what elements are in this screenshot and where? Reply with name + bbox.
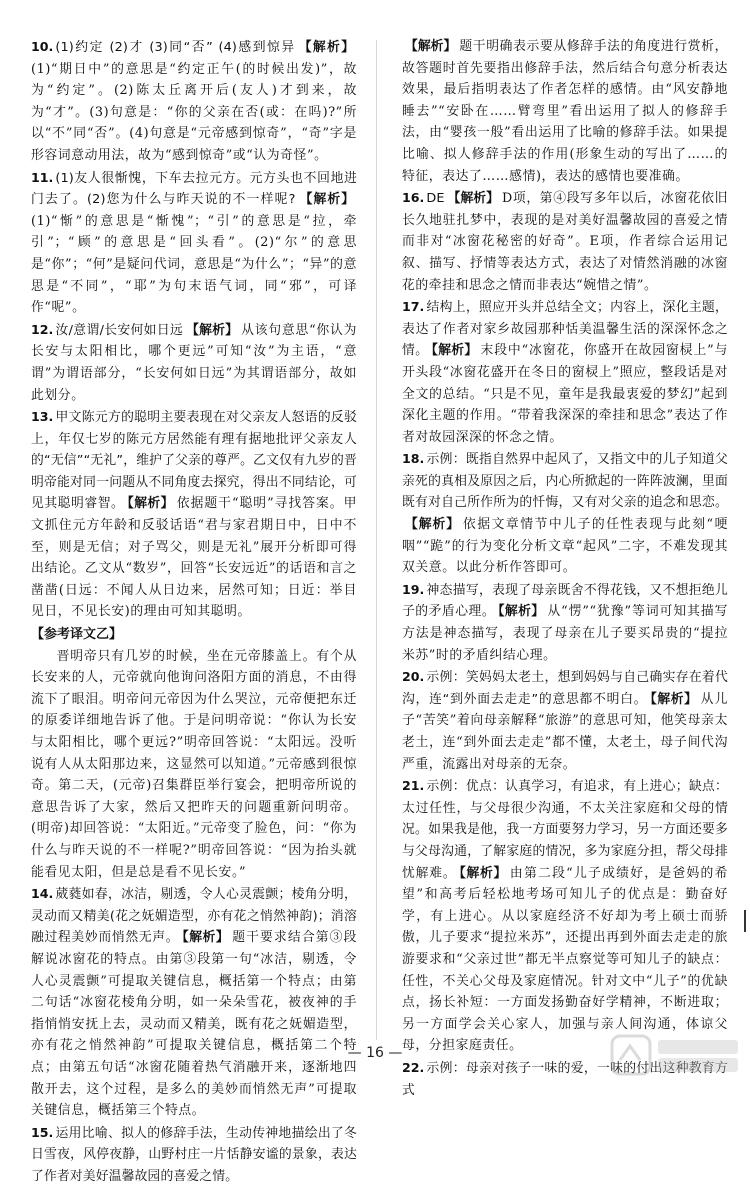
analysis-tag: 【解析】	[298, 40, 355, 55]
question-number: 16.	[402, 190, 425, 206]
margin-mark	[744, 910, 746, 932]
question-19	[402, 579, 728, 666]
analysis-text: 从“愣”“犹豫”等词可知其描写方法是神态描写，表现了母亲在儿子要买昂贵的“提拉米苏”时的矛盾纠结心理。	[402, 604, 728, 663]
answer-text: 葳蕤如春，冰洁，剔透，令人心灵震颤；棱角分明，灵动而又精美(花之妩媚造型，亦有花之悄然神韵)；消溶融过程美妙而悄然无声。	[31, 887, 357, 946]
answer-text: 运用比喻、拟人的修辞手法，生动传神地描绘出了冬日雪夜，风停夜静，山野村庄一片恬静安谧的景象，表达了作者对美好温馨故园的喜爱之情。	[31, 1125, 357, 1184]
question-number: 14.	[31, 886, 54, 902]
analysis-text: 依据文章情节中儿子的任性表现与此刻“哽咽”“跪”的行为变化分析文章“起风”二字，不难发现其双关意。以此分析作答即可。	[402, 517, 728, 576]
question-13	[31, 406, 357, 623]
answer-text: 示例：优点：认真学习，有追求，有上进心；缺点：太过任性，与父母很少沟通，不太关注家庭和父母的情况。如果我是他，我一方面要努力学习，另一方面还要多与父母沟通，了解家庭的情况，多为家庭分担，帮父母排忧解难。	[402, 779, 728, 881]
answer-text: 示例：笑妈妈太老土，想到妈妈与自己确实存在着代沟，连“到外面去走走”的意思都不明白。	[402, 670, 728, 707]
analysis-tag: 【解析】	[405, 517, 460, 533]
analysis-tag: 【解析】	[182, 930, 230, 946]
analysis-tag: 【解析】	[447, 191, 499, 207]
answer-text: DE	[426, 191, 445, 207]
question-number: 15.	[31, 1124, 54, 1140]
translation-body: 晋明帝只有几岁的时候，坐在元帝膝盖上。有个从长安来的人，元帝就向他询问洛阳方面的消息，不由得流下了眼泪。明帝问元帝因为什么哭泣，元帝便把东迁的原委详细地告诉了他。于是问明帝说：“你认为长安与太阳相比，哪个更远?”明帝回答说：“太阳远。没听说有人从太阳那边来，这显然可以知道。”元帝感到很惊奇。第二天，(元帝)召集群臣举行宴会，把明帝所说的意思告诉了大家，然后又把昨天的问题重新问明帝。(明帝)却回答说：“太阳近。”元帝变了脸色，问：“你为什么与昨天说的不一样呢?”明帝回答说：“因为抬头就能看见太阳，但是总是看不见长安。”	[31, 648, 357, 880]
right-column	[402, 36, 728, 1101]
question-number: 22.	[402, 1059, 425, 1075]
left-column	[31, 36, 357, 1187]
question-number: 20.	[402, 669, 425, 685]
question-number: 12.	[31, 321, 54, 337]
analysis-text: 题干要求结合第③段解说冰窗花的特点。由第③段第一句“冰洁，剔透，令人心灵震颤”可提取关键信息，概括第一个特点；由第二句话“冰窗花棱角分明，如一朵朵雪花，被夜神的手指悄悄安抚上去，灵动而又精美，既有花之妩媚造型，亦有花之悄然神韵”可提取关键信息，概括第二个特点；由第五句话“冰窗花随着热气消融开来，逐渐地四散开去，这个过程，是多么的美妙而悄然无声”可提取关键信息，概括第三个特点。	[31, 930, 358, 1119]
question-15-start	[31, 1122, 357, 1187]
analysis-tag: 【解析】	[127, 496, 174, 512]
analysis-text: 从儿子“苦笑”着向母亲解释“旅游”的意思可知，他笑母亲太老土，连“到外面去走走”都不懂，太老土，母子间代沟严重，流露出对母亲的无奈。	[402, 691, 729, 772]
question-17	[402, 296, 728, 448]
question-11	[31, 167, 357, 319]
question-number: 18.	[402, 451, 425, 467]
analysis-text: 由第二段“儿子成绩好，是爸妈的希望”和高考后轻松地考场可知儿子的优点是：勤奋好学，有上进心。从以家庭经济不好却为考上硕士而骄傲，儿子要求“提拉米苏”，还提出再到外面去走走的旅游要求和“父亲过世”都无半点察觉等可知儿子的缺点：任性，不关心父母及家庭情况。针对文中“儿子”的优缺点，扬长补短：一方面发扬勤奋好学精神，不断进取；另一方面学会关心家人，加强与亲人间沟通，体谅父母，分担家庭责任。	[402, 865, 728, 1054]
translation-heading: 【参考译文乙】	[31, 627, 123, 643]
watermark-logo	[610, 1032, 745, 1078]
analysis-tag: 【解析】	[650, 691, 698, 707]
question-14	[31, 883, 357, 1122]
question-number: 17.	[402, 299, 425, 315]
question-21	[402, 775, 728, 1057]
question-18	[402, 448, 728, 579]
answer-text: 结构上，照应开头并总结全文；内容上，深化主题，表达了作者对家乡故园那种恬美温馨生活的深深怀念之情。	[402, 300, 728, 359]
analysis-text: 题干明确表示要从修辞手法的角度进行赏析，故答题时首先要指出修辞手法，然后结合句意分析表达效果，最后指明表达了作者怎样的感情。由“风安静地睡去”“安卧在……臂弯里”看出运用了拟人的修辞手法，由“婴孩一般”看出运用了比喻的修辞手法。如果提比喻、拟人修辞手法的作用(形象生动的写出了……的特征，表达了……感情)，表达的感情也要准确。	[402, 39, 729, 184]
analysis-tag: 【解析】	[405, 39, 457, 54]
answer-text: 神态描写，表现了母亲既舍不得花钱，又不想拒绝儿子的矛盾心理。	[402, 582, 728, 620]
question-number: 21.	[402, 778, 425, 794]
analysis-text: 依据题干“聪明”寻找答案。甲文抓住元方年龄和反驳话语“君与家君期日中，日中不至，则是无信；对子骂父，则是无礼”展开分析即可得出结论。乙文从“数岁”，回答“长安远近”的话语和言之凿凿(日远：不闻人从日边来，居然可知；日近：举目见日，不见长安)的理由可知其聪明。	[31, 496, 357, 620]
analysis-text: 末段中“冰窗花，你盛开在故园窗棂上”与开头段“冰窗花盛开在冬日的窗棂上”照应，整段话是对全文的总结。“只是不见，童年是我最衷爱的梦幻”起到深化主题的作用。“带着我深深的牵挂和思念”表达了作者对故园深深的怀念之情。	[402, 343, 728, 445]
question-12	[31, 319, 357, 406]
analysis-tag: 【解析】	[498, 604, 545, 620]
analysis-tag: 【解析】	[298, 192, 354, 208]
answer-text: (1)约定 (2)才 (3)同“否” (4)感到惊异	[55, 40, 296, 55]
question-10	[31, 36, 357, 167]
answer-text: 示例：母亲对孩子一味的爱，一味的付出这种教育方式	[402, 1060, 728, 1098]
column-divider	[376, 40, 377, 1040]
analysis-text: (1)“惭”的意思是“惭愧”；“引”的意思是“拉，牵引”；“顾”的意思是“回头看”。(2)“尔”的意思是“你”；“何”是疑问代词，意思是“为什么”；“异”的意思是“不同”，“耶”为句末语气词，同“邪”，可译作“呢”。	[31, 213, 357, 316]
analysis-tag: 【解析】	[186, 322, 239, 338]
analysis-text: 从该句意思“你认为长安与太阳相比，哪个更远”可知“汝”为主语，“意谓”为谓语部分，“长安何如日远”为其谓语部分，故如此划分。	[31, 322, 357, 403]
page-number: — 16 —	[347, 1045, 403, 1061]
analysis-tag: 【解析】	[459, 865, 507, 881]
question-number: 19.	[402, 581, 425, 597]
question-20	[402, 666, 728, 775]
answer-text: 示例：既指自然界中起风了，又指文中的儿子知道父亲死的真相及原因之后，内心所掀起的一阵阵波澜，里面既有对自己所作所为的忏悔，又有对父亲的追念和思恋。	[402, 452, 728, 511]
analysis-tag: 【解析】	[431, 343, 478, 359]
analysis-text: D项，第④段写多年以后，冰窗花依旧长久地驻扎梦中，表现的是对美好温馨故园的喜爱之情而非对“冰窗花秘密的好奇”。E项，作者综合运用记叙、描写、抒情等表达方式，表达了对情然消融的冰窗花的牵挂和思念之情而非表达“婉惜之情”。	[402, 191, 728, 293]
question-16	[402, 187, 728, 296]
answer-text: 汝/意谓/长安何如日远	[55, 322, 184, 338]
question-number: 10.	[31, 39, 54, 54]
question-15-continued	[402, 36, 728, 187]
answer-text: (1)友人很惭愧，下车去拉元方。元方头也不回地进门去了。(2)您为什么与昨天说的不一样呢?	[31, 170, 357, 208]
question-number: 13.	[31, 409, 54, 425]
answer-text: 甲文陈元方的聪明主要表现在对父亲友人怒语的反驳上，年仅七岁的陈元方居然能有理有据地批评父亲友人的“无信”“无礼”，维护了父亲的尊严。乙文仅有九岁的晋明帝能对同一问题从不同角度去探究，得出不同结论，可见其聪明睿智。	[31, 410, 357, 512]
question-number: 11.	[31, 169, 54, 185]
analysis-text: (1)“期日中”的意思是“约定正午(的时候出发)”，故为“约定”。(2)陈太丘离开后(友人)才到来，故为“才”。(3)句意是：“你的父亲在否(或：在吗)?”所以“不”同“否”。(4)句意是“元帝感到惊奇”，“奇”字是形容词意动用法，故为“感到惊奇”或“认为奇怪”。	[31, 61, 357, 163]
